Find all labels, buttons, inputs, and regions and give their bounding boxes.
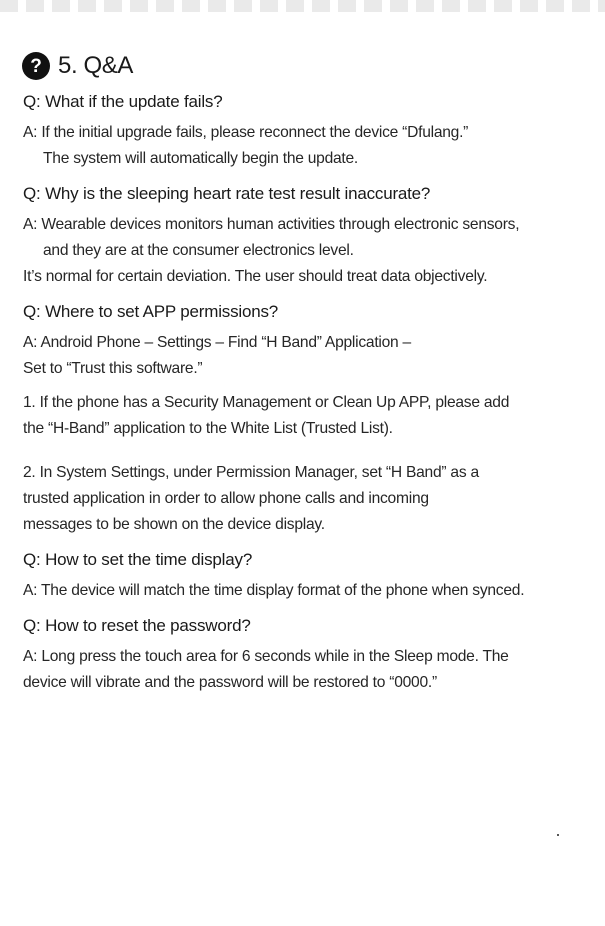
note-line: the “H-Band” application to the White List (Trusted List). bbox=[23, 420, 393, 437]
question-mark-icon: ? bbox=[22, 52, 50, 80]
top-dashed-border bbox=[0, 0, 605, 12]
question-sleep-heart-rate: Q: Why is the sleeping heart rate test result inaccurate? bbox=[23, 184, 431, 203]
answer-line: A: Long press the touch area for 6 seconds while in the Sleep mode. The bbox=[23, 648, 509, 665]
answer-line: A: Android Phone – Settings – Find “H Band” Application – bbox=[23, 334, 411, 351]
note-line: 2. In System Settings, under Permission Manager, set “H Band” as a bbox=[23, 464, 479, 481]
qa-page bbox=[22, 46, 587, 700]
question-update-fails: Q: What if the update fails? bbox=[23, 92, 223, 111]
answer-line: The system will automatically begin the update. bbox=[43, 150, 359, 167]
note-line: trusted application in order to allow phone calls and incoming bbox=[23, 490, 429, 507]
answer-line: It’s normal for certain deviation. The user should treat data objectively. bbox=[23, 268, 488, 285]
answer-line: Set to “Trust this software.” bbox=[23, 360, 203, 377]
answer-line: device will vibrate and the password will be restored to “0000.” bbox=[23, 674, 437, 691]
section-title: 5. Q&A bbox=[58, 52, 133, 79]
question-app-permissions: Q: Where to set APP permissions? bbox=[23, 302, 279, 321]
answer-line: A: The device will match the time display format of the phone when synced. bbox=[23, 582, 525, 599]
answer-line: A: If the initial upgrade fails, please reconnect the device “Dfulang.” bbox=[23, 124, 469, 141]
note-line: 1. If the phone has a Security Management or Clean Up APP, please add bbox=[23, 394, 510, 411]
qa-item-app-permissions bbox=[22, 302, 587, 538]
answer-line: A: Wearable devices monitors human activities through electronic sensors, bbox=[23, 216, 520, 233]
qa-item-reset-password bbox=[22, 616, 587, 696]
note-line: messages to be shown on the device display. bbox=[23, 516, 325, 533]
section-header bbox=[22, 46, 587, 86]
question-reset-password: Q: How to reset the password? bbox=[23, 616, 251, 635]
qa-item-update-fails bbox=[22, 92, 587, 172]
decorative-dot bbox=[557, 834, 559, 836]
question-time-display: Q: How to set the time display? bbox=[23, 550, 253, 569]
qa-item-sleep-heart-rate bbox=[22, 184, 587, 290]
qa-item-time-display bbox=[22, 550, 587, 604]
answer-line: and they are at the consumer electronics level. bbox=[43, 242, 354, 259]
